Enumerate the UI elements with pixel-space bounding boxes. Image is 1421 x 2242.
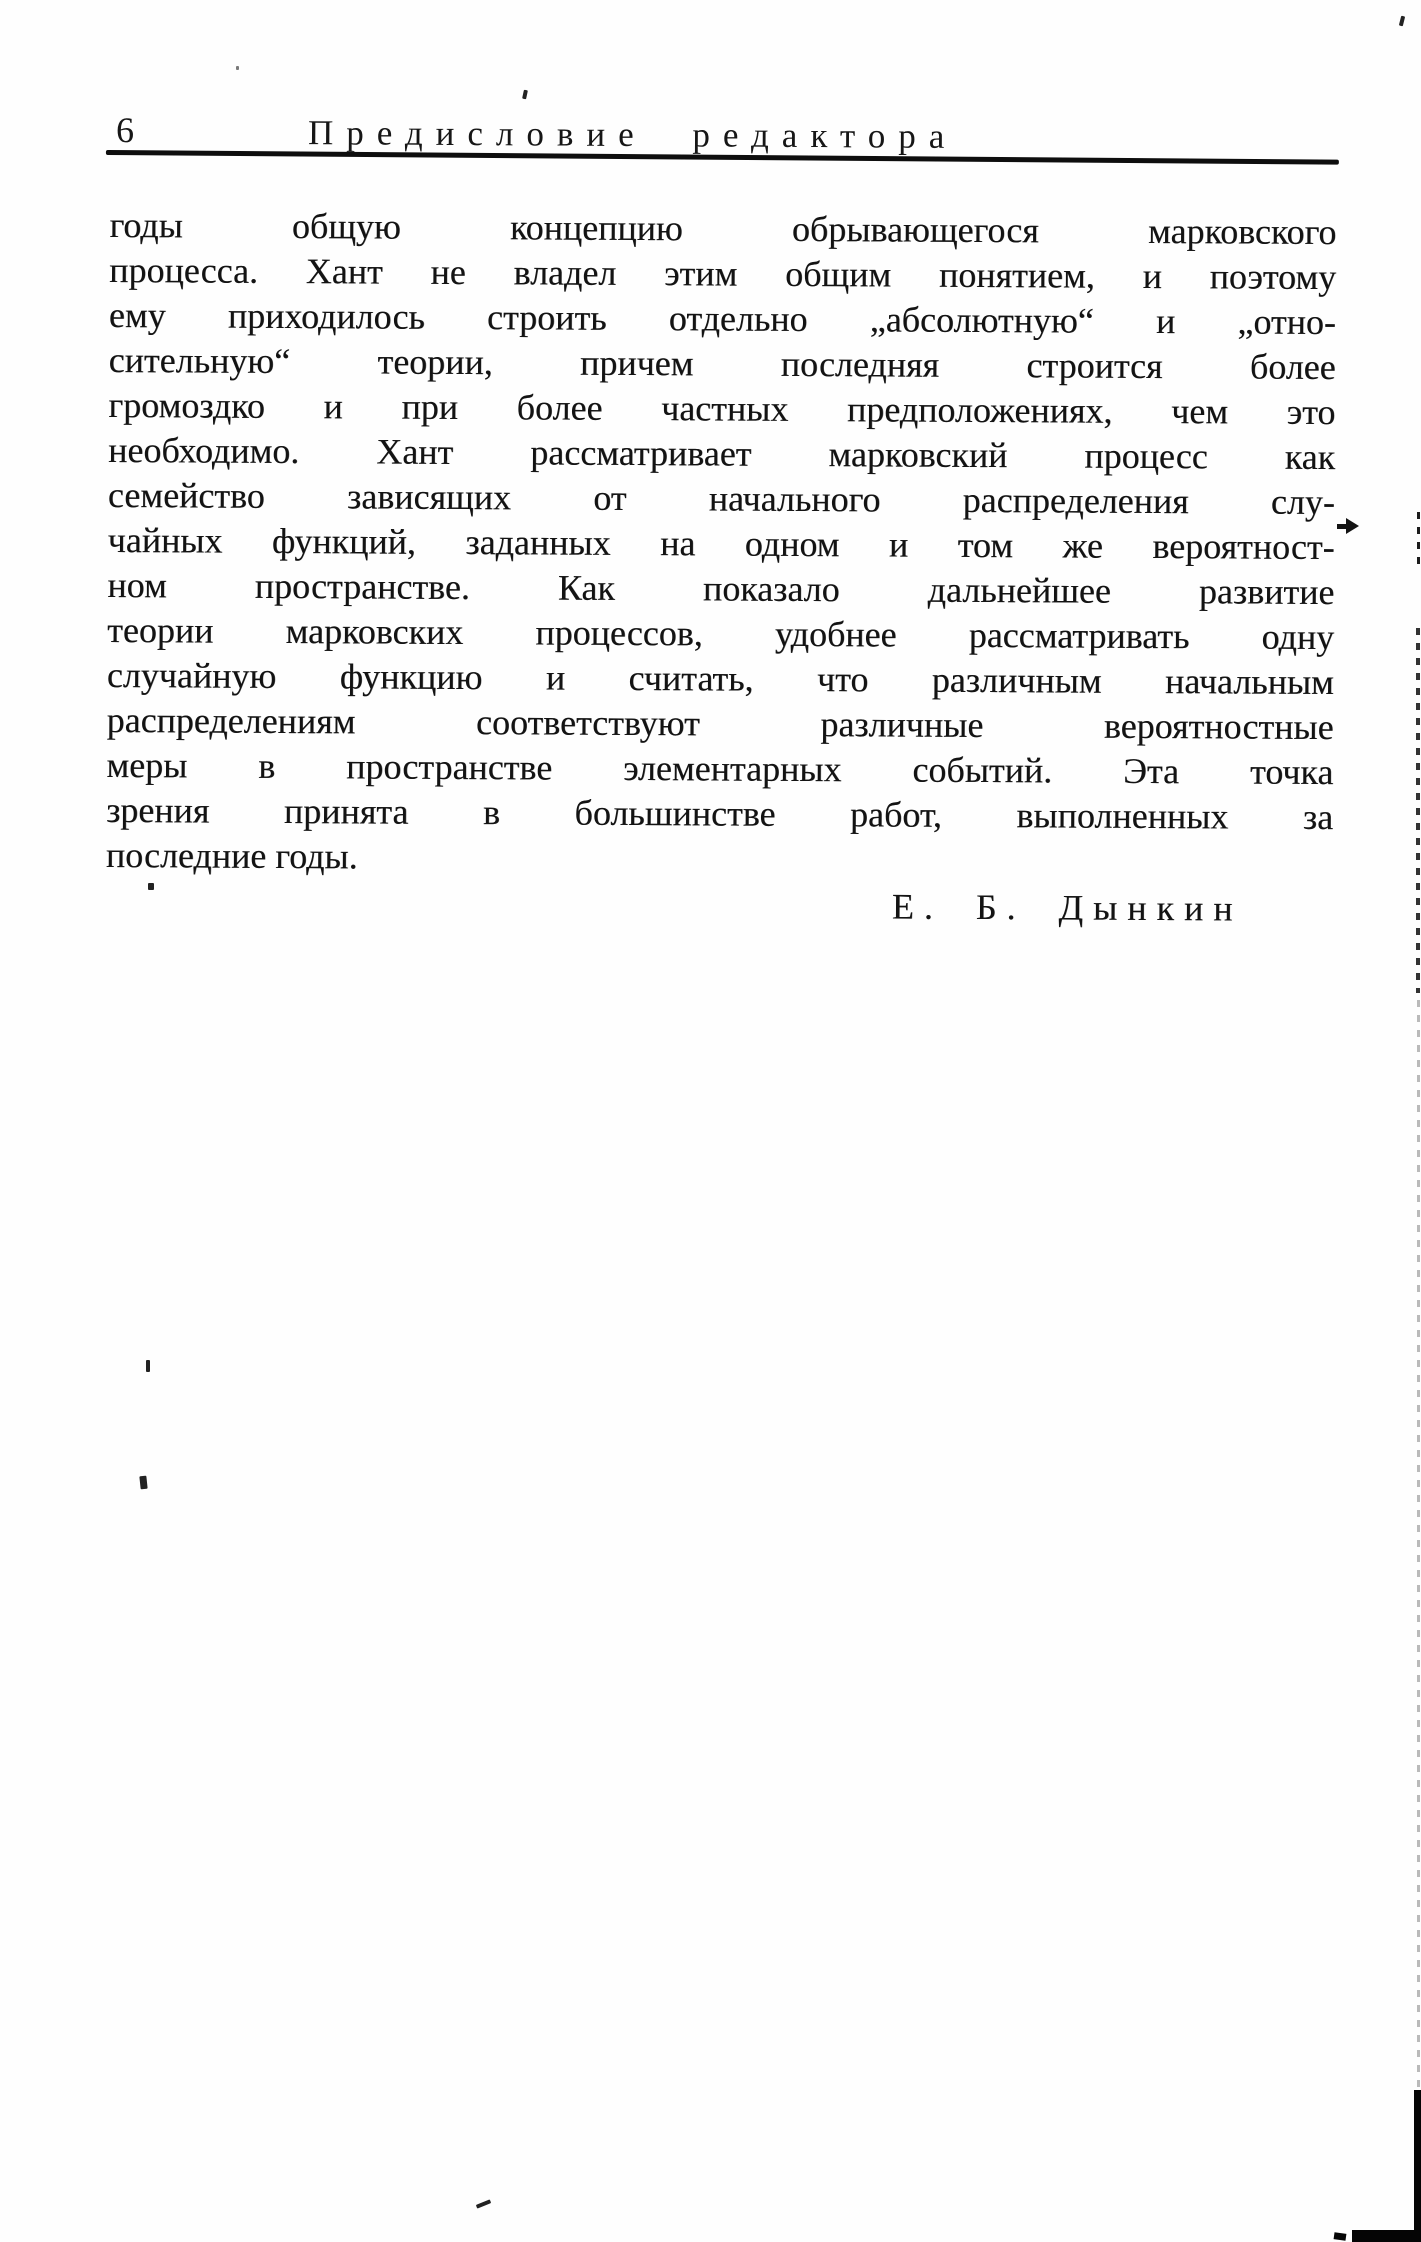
scan-arrow-tail xyxy=(1337,524,1346,529)
text-line: случайную функцию и считать, что различным начальным xyxy=(106,654,1335,703)
scan-speck xyxy=(148,883,154,890)
body-text xyxy=(106,203,1337,885)
text-line: необходимо. Хант рассматривает марковский процесс как xyxy=(108,429,1336,478)
scan-corner-strip xyxy=(1414,2090,1421,2242)
text-line: распределениям соответствуют различные вероятностные xyxy=(106,699,1334,748)
text-line: ему приходилось строить отдельно „абсолютную“ и „отно- xyxy=(108,294,1337,343)
scan-corner-blob xyxy=(1352,2230,1421,2242)
text-line: зрения принята в большинстве работ, выполненных за xyxy=(106,789,1334,838)
text-line: ном пространстве. Как показало дальнейшее развитие xyxy=(107,564,1335,613)
editor-signature xyxy=(105,880,1332,932)
scan-corner-blob xyxy=(1334,2232,1347,2241)
scan-arrow-head xyxy=(1346,518,1359,534)
scan-edge-marks xyxy=(1416,628,1420,993)
running-head-title: Предисловие редактора xyxy=(307,113,958,156)
scan-edge-marks xyxy=(1417,1000,1420,2090)
scan-arrow-artifact xyxy=(1337,518,1359,534)
text-line: меры в пространстве элементарных событий. Эта точка xyxy=(106,744,1334,793)
scan-speck xyxy=(236,66,239,70)
text-line: последние годы. xyxy=(105,834,358,877)
text-line: семейство зависящих от начального распределения слу- xyxy=(107,474,1336,523)
text-line: громоздко и при более частных предположениях, чем это xyxy=(108,384,1336,433)
scan-speck xyxy=(139,1476,147,1490)
text-line: процесса. Хант не владел этим общим понятием, и поэтому xyxy=(109,249,1337,298)
scan-edge-marks xyxy=(1417,512,1420,567)
page-number: 6 xyxy=(115,110,135,151)
text-line: чайных функций, заданных на одном и том же вероятност- xyxy=(107,519,1335,568)
text-line: сительную“ теории, причем последняя строится более xyxy=(108,339,1336,388)
editor-signature-text: Е. Б. Дынкин xyxy=(891,886,1243,929)
scan-speck xyxy=(146,1360,150,1372)
text-line: годы общую концепцию обрывающегося марковского xyxy=(109,204,1337,253)
text-line: теории марковских процессов, удобнее рассматривать одну xyxy=(107,609,1335,658)
